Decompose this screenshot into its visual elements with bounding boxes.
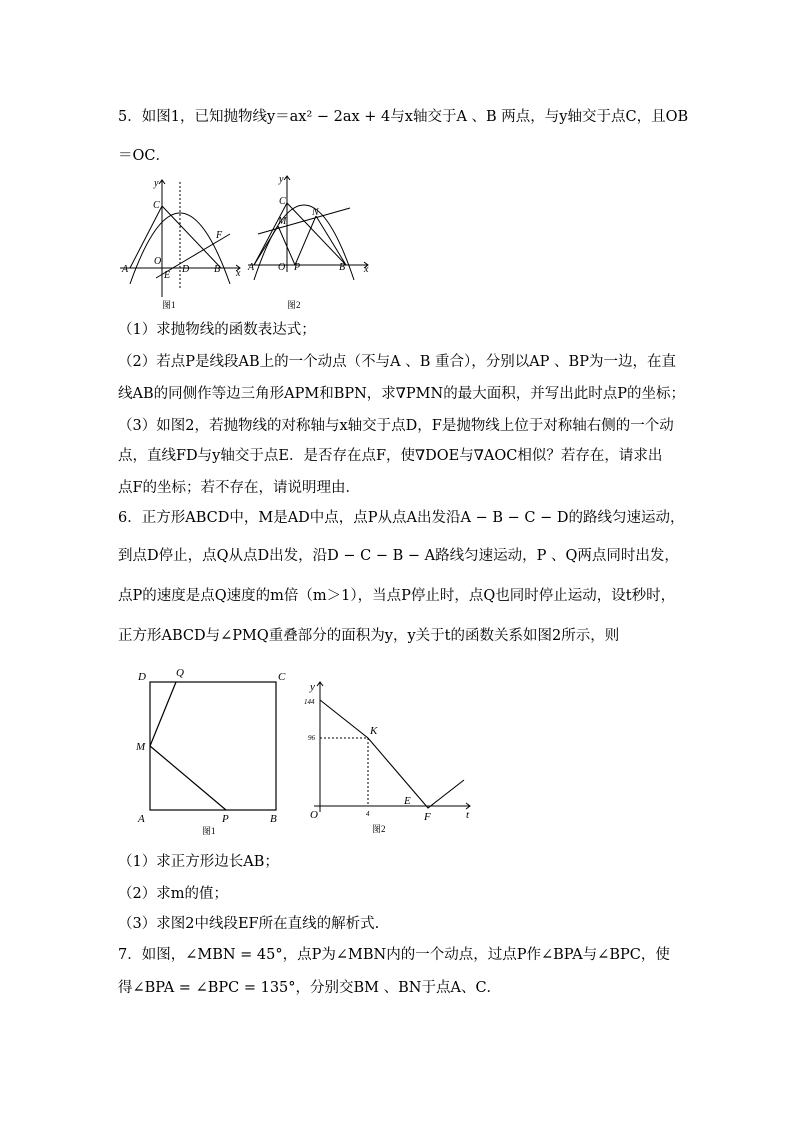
p5f2-label-P: P (294, 262, 301, 273)
p5f2-label-y: y (279, 174, 284, 185)
p5-question2-b: 线AB的同侧作等边三角形APM和BPN，求∇PMN的最大面积，并写出此时点P的坐标； (118, 386, 685, 402)
p5f1-label-y: y (154, 178, 159, 189)
p5f2-label-M: M (278, 216, 287, 227)
p6f1-label-P: P (222, 813, 229, 825)
p6f2-tick-4: 4 (366, 810, 370, 818)
p6f1-line-MQ (150, 682, 176, 746)
p5f2-label-C: C (279, 196, 286, 207)
p6f1-square (150, 682, 276, 810)
p5f1-label-E: E (164, 270, 171, 281)
p5-figure2 (246, 172, 376, 314)
p5-question3-b: 点，直线FD与y轴交于点E．是否存在点F，使∇DOE与∇AOC相似？若存在，请求出 (118, 448, 663, 464)
p6f1-label-A: A (138, 813, 145, 825)
p6-question3: （3）求图2中线段EF所在直线的解析式. (118, 916, 380, 932)
p5f2-label-B: B (339, 262, 346, 273)
p5f2-label-x: x (364, 264, 369, 275)
p5f2-caption: 图2 (287, 300, 301, 310)
p6-figure1 (130, 664, 290, 840)
p6f1-label-D: D (138, 671, 146, 683)
p5-line1: 5．如图1，已知抛物线y＝ax² − 2ax + 4与x轴交于A 、B 两点，与y轴交于点C，且OB (118, 109, 689, 125)
p6f2-label-t: t (466, 809, 470, 821)
p6f2-label-y: y (310, 681, 315, 693)
p6-question2: （2）求m的值； (118, 886, 228, 902)
p6f1-label-C: C (278, 671, 286, 683)
p5f2-line-NB (316, 216, 346, 265)
p5f1-label-O: O (154, 256, 162, 267)
p5f2-line-MN-ext (258, 208, 350, 234)
p5-question1: （1）求抛物线的函数表达式； (118, 322, 316, 338)
p6-figure2 (300, 676, 480, 840)
p5f1-label-x: x (236, 268, 241, 279)
p6f2-tick-96: 96 (308, 734, 315, 742)
p6f2-label-K: K (370, 725, 378, 737)
p6-line3: 点P的速度是点Q速度的m倍（m＞1），当点P停止时，点Q也同时停止运动，设t秒时， (118, 588, 676, 604)
p6f2-graph-line (320, 700, 464, 808)
p5f2-label-O: O (278, 262, 286, 273)
p5-question2-a: （2）若点P是线段AB上的一个动点（不与A 、B 重合），分别以AP 、BP为一边，在直 (118, 354, 676, 370)
p5-figure1 (118, 172, 248, 314)
p7-line2: 得∠BPA = ∠BPC = 135°，分别交BM 、BN于点A、C． (118, 980, 502, 996)
p6f1-label-Q: Q (176, 667, 184, 679)
p6f1-label-M: M (136, 741, 146, 753)
p6f1-line-MP (150, 746, 226, 810)
p5f1-line-CB (162, 206, 221, 268)
p5f2-label-A: A (248, 262, 255, 273)
p5f2-label-N: N (312, 207, 319, 218)
p7-line1: 7．如图，∠MBN = 45°，点P为∠MBN内的一个动点，过点P作∠BPA与∠BPC，使 (118, 947, 670, 963)
p6-line2: 到点D停止，点Q从点D出发，沿D − C − B − A路线匀速运动，P 、Q两点同时出发， (118, 548, 679, 564)
p6f1-label-B: B (270, 813, 277, 825)
p5f1-label-A: A (122, 264, 129, 275)
p5f2-line-PN (295, 216, 316, 265)
p5-line2: ＝OC． (118, 148, 170, 164)
p5f1-label-B: B (214, 264, 221, 275)
p6-question1: （1）求正方形边长AB； (118, 854, 279, 870)
p5-question3-c: 点F的坐标；若不存在，请说明理由． (118, 480, 361, 496)
p6f2-caption: 图2 (372, 824, 386, 834)
p6f1-caption: 图1 (202, 826, 216, 836)
p6-line1: 6．正方形ABCD中，M是AD中点，点P从点A出发沿A − B − C − D的路线匀速运动， (118, 510, 685, 526)
p6f2-label-E: E (404, 795, 411, 807)
p6-line4: 正方形ABCD与∠PMQ重叠部分的面积为y，y关于t的函数关系如图2所示，则 (118, 628, 620, 644)
p6f2-tick-144: 144 (304, 698, 315, 706)
p5f1-label-C: C (153, 200, 160, 211)
p5f1-caption: 图1 (162, 300, 176, 310)
p6f2-label-F: F (424, 811, 431, 823)
p5f1-label-F: F (216, 230, 223, 241)
p6f2-label-O: O (310, 809, 318, 821)
p5-question3-a: （3）如图2，若抛物线的对称轴与x轴交于点D，F是抛物线上位于对称轴右侧的一个动 (118, 418, 674, 434)
p5f1-label-D: D (182, 264, 190, 275)
